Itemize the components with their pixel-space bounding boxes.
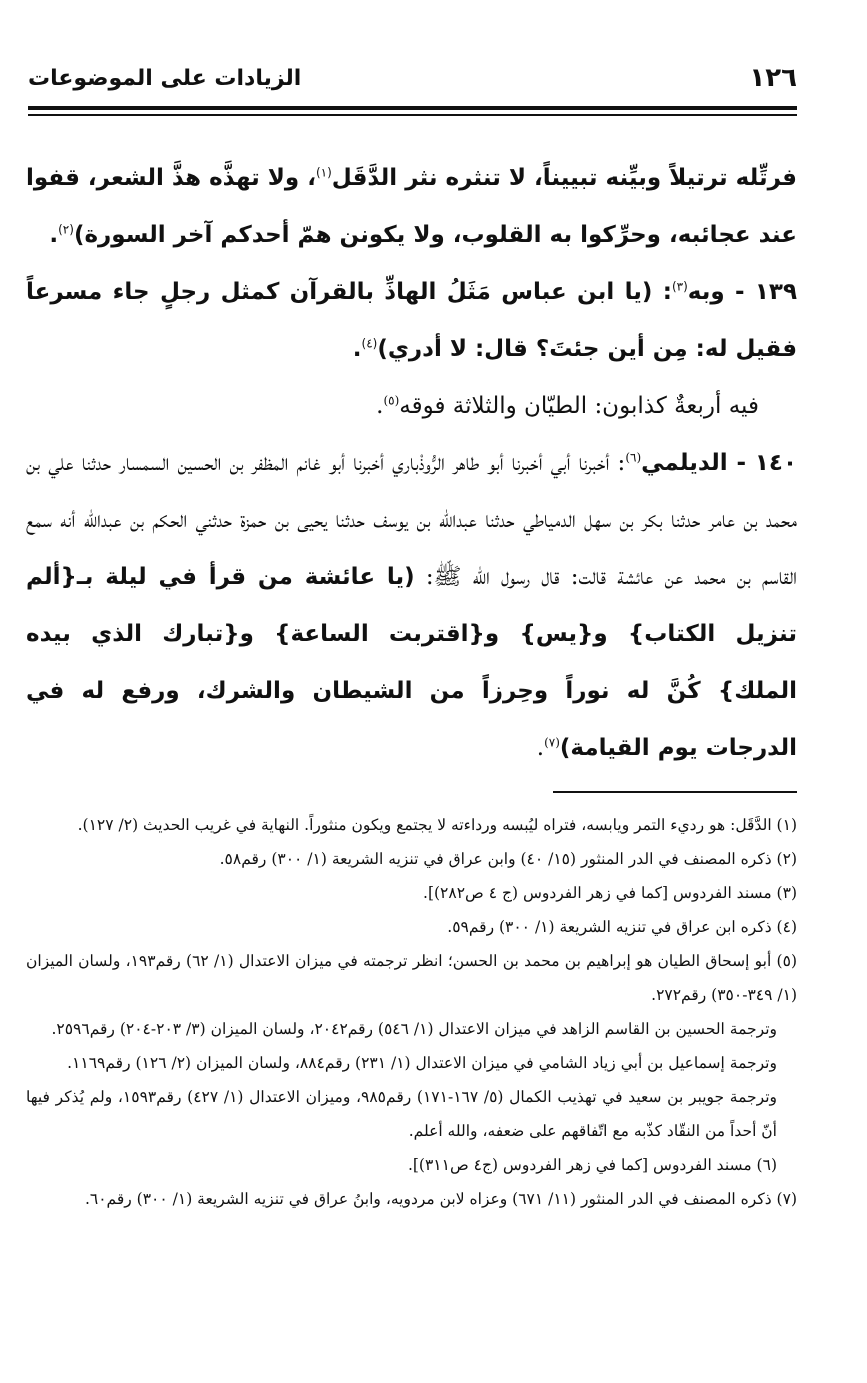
- text-span: .: [352, 336, 362, 362]
- running-title: الزيادات على الموضوعات: [28, 65, 302, 91]
- footnote-ref-6: (٦): [625, 450, 642, 465]
- running-header: [28, 58, 797, 98]
- footnote-ref-2: (٢): [58, 222, 74, 237]
- hadith-number-140: ١٤٠ - الديلمي: [641, 450, 797, 476]
- header-rule-thin: [28, 114, 797, 116]
- text-span: .: [376, 393, 384, 419]
- text-span: .: [49, 222, 59, 248]
- footnote-3: (٣) مسند الفردوس [كما في زهر الفردوس (ج ٤ ص٢٨٢)].: [423, 884, 797, 902]
- footnote-1: (١) الدَّقَل: هو رديء التمر ويابسه، فتراه ليُبسه ورداءته لا يجتمع ويكون منثوراً. النهاية في غريب الحديث (٢/ ١٢٧).: [77, 816, 797, 834]
- footnote-ref-5: (٥): [383, 393, 400, 408]
- footnote-ref-3: (٣): [671, 279, 688, 294]
- page-number: ١٢٦: [749, 63, 797, 93]
- footnote-ref-7: (٧): [544, 735, 560, 750]
- header-rule-thick: [28, 106, 797, 110]
- hadith-140: [26, 435, 797, 777]
- footnote-5-cont-c: وترجمة جويبر بن سعيد في تهذيب الكمال (٥/ ١٦٧-١٧١) رقم٩٨٥، وميزان الاعتدال (١/ ٤٢٧) رقم١٥٩٣، ولم يُذكر فيها أنّ أحداً من النقّاد كذّبه مع اتّفاقهم على ضعفه، والله أعلم.: [26, 1088, 777, 1140]
- footnote-6: (٦) مسند الفردوس [كما في زهر الفردوس (ج٤ ص٣١١)].: [407, 1156, 777, 1174]
- hadith-140-isnad: : أخبرنا أبي أخبرنا أبو طاهر الرُّوذْباري أخبرنا أبو غانم المظفر بن الحسين السمسار حدثنا علي بن محمد بن عامر حدثنا بكر بن سهل الدمياطي حدثنا عبدالله بن يوسف حدثنا يحيى بن حمزة حدثني الحكم بن عبدالله أنه سمع القاسم بن محمد عن عائشة قالت: قال رسول الله ﷺ:: [26, 450, 797, 590]
- main-text: [26, 150, 797, 777]
- footnote-4: (٤) ذكره ابن عراق في تنزيه الشريعة (١/ ٣٠٠) رقم٥٩.: [447, 918, 797, 936]
- footnote-5: (٥) أبو إسحاق الطيان هو إبراهيم بن محمد بن الحسن؛ انظر ترجمته في ميزان الاعتدال (١/ ٦٢) رقم١٩٣، ولسان الميزان (١/ ٣٤٩-٣٥٠) رقم٢٧٢.: [26, 952, 797, 1004]
- comment-text: فيه أربعةٌ كذابون: الطيّان والثلاثة فوقه: [399, 393, 759, 419]
- hadith-139-comment: [26, 378, 797, 435]
- footnote-2: (٢) ذكره المصنف في الدر المنثور (١٥/ ٤٠) وابن عراق في تنزيه الشريعة (١/ ٣٠٠) رقم٥٨.: [219, 850, 797, 868]
- text-span: وحرِّكوا به القلوب، ولا يكونن همّ أحدكم آخر السورة): [73, 222, 661, 248]
- footnotes: [26, 808, 797, 1216]
- text-span: فرتِّله ترتيلاً وبيِّنه تبييناً، لا تنثره نثر الدَّقَل: [331, 165, 797, 191]
- footnote-7: (٧) ذكره المصنف في الدر المنثور (١١/ ٦٧١) وعزاه لابن مردويه، وابنُ عراق في تنزيه الشريعة (١/ ٣٠٠) رقم٦٠.: [84, 1190, 797, 1208]
- footnote-ref-4: (٤): [361, 336, 378, 351]
- hadith-139-text: : (يا ابن عباس مَثَلُ الهاذِّ بالقرآن كمثل رجلٍ جاء مسرعاً فقيل له: مِن أين جئتَ؟ قال: لا أدري): [26, 279, 797, 362]
- footnote-5-cont-b: وترجمة إسماعيل بن أبي زياد الشامي في ميزان الاعتدال (١/ ٢٣١) رقم٨٨٤، ولسان الميزان (٢/ ١٢٦) رقم١١٦٩.: [67, 1054, 777, 1072]
- footnote-ref-1: (١): [315, 165, 332, 180]
- paragraph-continuation: [26, 150, 797, 264]
- footnote-5-cont-a: وترجمة الحسين بن القاسم الزاهد في ميزان الاعتدال (١/ ٥٤٦) رقم٢٠٤٢، ولسان الميزان (٣/ ٢٠٣-٢٠٤) رقم٢٥٩٦.: [51, 1020, 777, 1038]
- hadith-139: [26, 264, 797, 378]
- hadith-140-matn: (يا عائشة من قرأ في ليلة بـ{ألم تنزيل الكتاب} و{يس} و{اقتربت الساعة} و{تبارك الذي بيده الملك} كُنَّ له نوراً وحِرزاً من الشيطان والشرك، ورفع له في الدرجات يوم القيامة): [26, 564, 797, 761]
- hadith-number-139: ١٣٩ - وبه: [687, 279, 797, 305]
- footnote-separator: [553, 791, 797, 793]
- text-span: .: [536, 735, 545, 761]
- text-span: ، ولا تهذَّه هذَّ الشعر، قفوا عند عجائبه،: [25, 165, 797, 248]
